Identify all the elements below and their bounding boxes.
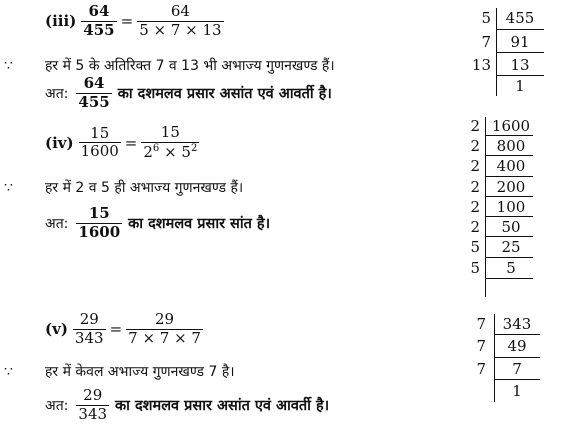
times-sign: ×: [159, 142, 182, 161]
divisor: 2: [470, 117, 480, 135]
part-v-label: (v): [45, 320, 68, 339]
quotient: 13: [510, 56, 530, 74]
divisor: 7: [476, 315, 486, 333]
part-v-reason: हर में केवल अभाज्य गुणनखण्ड 7 है।: [45, 364, 235, 380]
because-symbol-iv: ∵: [4, 180, 13, 196]
part-iv-frac1-numerator: 15: [90, 123, 110, 142]
divisor: 2: [470, 218, 480, 236]
part-iv-frac1-denominator: 1600: [80, 142, 119, 161]
exponent-2: 2: [190, 142, 198, 154]
part-iv-conclusion-text: का दशमलव प्रसार सांत है।: [128, 216, 271, 233]
quotient: 5: [506, 259, 516, 277]
part-iii-reason: हर में 5 के अतिरिक्त 7 व 13 भी अभाज्य गुणनखण्ड हैं।: [45, 58, 335, 74]
part-iv-conclusion-prefix: अत:: [45, 215, 69, 232]
base-2: 2: [143, 142, 153, 161]
part-iv-concl-denominator: 1600: [78, 222, 121, 241]
quotient: 800: [496, 137, 526, 155]
division-underline: [496, 52, 544, 53]
quotient: 1600: [491, 117, 531, 135]
part-v-conclusion-text: का दशमलव प्रसार असांत एवं आवर्ती है।: [115, 398, 330, 415]
part-v-conclusion: [45, 388, 329, 423]
part-iii-label: (iii): [45, 12, 77, 31]
quotient: 343: [502, 315, 532, 333]
base-5: 5: [181, 142, 191, 161]
part-v-equation: [45, 312, 203, 347]
part-iii-frac2-numerator: 64: [170, 2, 190, 20]
part-iii-conclusion: [45, 76, 332, 111]
division-underline: [485, 216, 533, 217]
divisor: 5: [470, 238, 480, 256]
divisor: 2: [470, 137, 480, 155]
quotient: 50: [501, 218, 521, 236]
part-iii-conclusion-fraction: [76, 76, 111, 111]
part-iv-conclusion-fraction: [76, 206, 122, 241]
division-underline: [485, 135, 533, 136]
part-v-frac1-numerator: 29: [79, 310, 99, 328]
division-underline: [494, 357, 540, 358]
part-v-fraction-2: [126, 312, 203, 347]
because-symbol-iii: ∵: [4, 58, 13, 74]
quotient: 25: [501, 238, 521, 256]
part-iii-conclusion-prefix: अत:: [45, 85, 69, 102]
division-underline: [485, 155, 533, 156]
divisor: 7: [481, 33, 491, 51]
quotient: 1: [515, 77, 525, 95]
part-iv-frac2-numerator: 15: [160, 123, 180, 141]
exponent-6: 6: [152, 142, 160, 154]
divisor: 7: [476, 337, 486, 355]
part-v-concl-numerator: 29: [83, 386, 103, 404]
part-v-concl-denominator: 343: [78, 404, 108, 423]
quotient: 91: [510, 33, 530, 51]
part-iii-equation: [45, 4, 224, 39]
because-symbol-v: ∵: [4, 364, 13, 380]
part-iv-fraction-2: [141, 125, 199, 161]
part-iii-frac2-denominator: 5 × 7 × 13: [139, 20, 222, 39]
part-iii-frac1-numerator: 64: [88, 2, 110, 20]
division-underline: [494, 379, 540, 380]
division-underline: [496, 29, 544, 30]
part-v-frac2-denominator: 7 × 7 × 7: [128, 328, 201, 347]
divisor: 5: [481, 9, 491, 27]
part-iv-equation: [45, 125, 199, 161]
division-underline: [485, 236, 533, 237]
quotient: 400: [496, 157, 526, 175]
part-iii-fraction-1: [81, 4, 116, 39]
part-iv-fraction-1: [79, 123, 121, 161]
division-vertical-rule: [494, 314, 495, 402]
divisor: 7: [476, 360, 486, 378]
part-iii-equals: =: [120, 12, 134, 31]
quotient: 455: [505, 9, 535, 27]
part-iv-equals: =: [124, 133, 138, 152]
division-underline: [494, 334, 540, 335]
quotient: 1: [512, 382, 522, 400]
part-v-frac2-numerator: 29: [155, 310, 175, 328]
division-underline: [496, 75, 544, 76]
quotient: 7: [512, 360, 522, 378]
part-iii-concl-denominator: 455: [78, 92, 110, 111]
part-iv-label: (iv): [45, 133, 74, 152]
divisor: 2: [470, 157, 480, 175]
part-v-fraction-1: [73, 312, 106, 347]
part-iii-fraction-2: [137, 4, 223, 39]
division-underline: [485, 278, 533, 279]
part-iii-conclusion-text: का दशमलव प्रसार असांत एवं आवर्ती है।: [117, 86, 332, 103]
part-iv-concl-numerator: 15: [88, 204, 110, 222]
division-underline: [485, 176, 533, 177]
divisor: 2: [470, 178, 480, 196]
division-underline: [485, 196, 533, 197]
division-vertical-rule: [485, 117, 486, 297]
quotient: 100: [496, 198, 526, 216]
part-v-conclusion-prefix: अत:: [45, 397, 69, 414]
part-iv-frac2-denominator: [141, 142, 199, 161]
quotient: 49: [507, 337, 527, 355]
part-v-conclusion-fraction: [76, 388, 109, 423]
part-iv-reason: हर में 2 व 5 ही अभाज्य गुणनखण्ड हैं।: [45, 180, 244, 196]
quotient: 200: [496, 178, 526, 196]
part-iii-frac1-denominator: 455: [83, 20, 115, 39]
divisor: 2: [470, 198, 480, 216]
part-v-frac1-denominator: 343: [74, 328, 104, 347]
division-underline: [485, 257, 533, 258]
divisor: 5: [470, 259, 480, 277]
divisor: 13: [471, 56, 491, 74]
part-iii-concl-numerator: 64: [83, 74, 105, 92]
part-iv-conclusion: [45, 206, 270, 241]
part-v-equals: =: [109, 320, 123, 339]
